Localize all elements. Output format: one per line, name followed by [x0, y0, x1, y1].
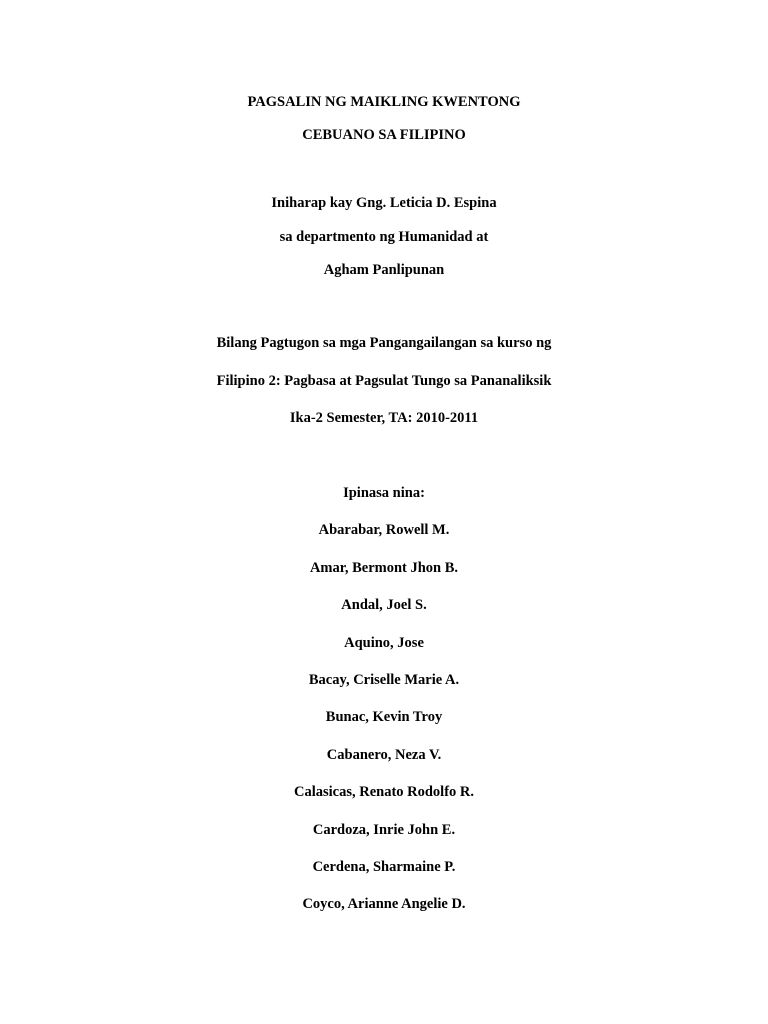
presented-to-line-1: Iniharap kay Gng. Leticia D. Espina — [271, 195, 497, 211]
requirement-line-3: Ika-2 Semester, TA: 2010-2011 — [289, 410, 479, 426]
requirement-line-2: Filipino 2: Pagbasa at Pagsulat Tungo sa Pananaliksik — [216, 373, 552, 389]
member-name: Cabanero, Neza V. — [326, 747, 442, 763]
member-name: Cardoza, Inrie John E. — [312, 822, 456, 838]
title-line-1: PAGSALIN NG MAIKLING KWENTONG — [247, 94, 521, 110]
member-name: Coyco, Arianne Angelie D. — [302, 896, 466, 912]
requirement-line-1: Bilang Pagtugon sa mga Pangangailangan sa kurso ng — [216, 335, 552, 351]
submitted-by-heading: Ipinasa nina: — [343, 485, 425, 501]
member-name: Abarabar, Rowell M. — [318, 522, 450, 538]
presented-to-line-2: sa departmento ng Humanidad at — [279, 229, 489, 245]
member-name: Bacay, Criselle Marie A. — [308, 672, 460, 688]
member-name: Andal, Joel S. — [341, 597, 427, 613]
member-name: Aquino, Jose — [344, 635, 424, 651]
member-name: Cerdena, Sharmaine P. — [312, 859, 456, 875]
title-line-2: CEBUANO SA FILIPINO — [302, 127, 466, 143]
member-name: Amar, Bermont Jhon B. — [309, 560, 459, 576]
presented-to-line-3: Agham Panlipunan — [323, 262, 445, 278]
member-name: Calasicas, Renato Rodolfo R. — [293, 784, 475, 800]
member-name: Bunac, Kevin Troy — [325, 709, 443, 725]
